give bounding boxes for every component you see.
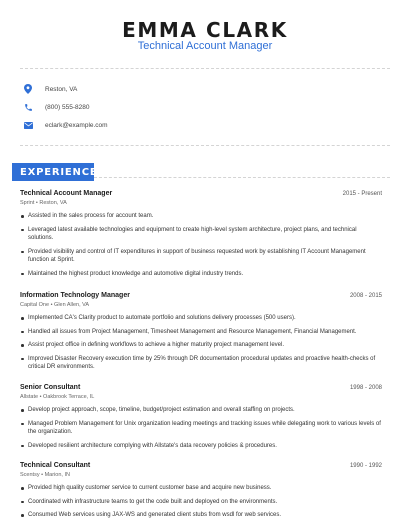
job-dates: 2015 - Present (342, 191, 382, 197)
header-divider (20, 68, 390, 69)
job-company-line (20, 302, 382, 308)
envelope-icon (23, 120, 33, 130)
job-bullet: Implemented CA's Clarity product to automate portfolio and solutions delivery processes (500 users). (20, 314, 382, 323)
job-location: Oakbrook Terrace, IL (43, 394, 95, 400)
job-entry (20, 462, 382, 520)
job-separator: • (41, 472, 44, 478)
job-bullets (20, 212, 382, 278)
job-separator: • (50, 302, 53, 308)
job-company: Allstate (20, 394, 39, 400)
job-position: Technical Account Manager (20, 190, 113, 197)
job-position: Information Technology Manager (20, 292, 130, 299)
job-bullet: Developed resilient architecture complying with Allstate's data recovery policies & procedures. (20, 442, 382, 451)
job-bullet: Leveraged latest available technologies and equipment to create high-level system architecture, project plans, and technical solutions. (20, 226, 382, 243)
job-bullets (20, 484, 382, 520)
candidate-name: EMMA CLARK (122, 18, 288, 42)
job-dates: 1998 - 2008 (349, 385, 382, 391)
job-company: Scentsy (20, 472, 40, 478)
job-location: Glen Allen, VA (54, 302, 90, 308)
contact-phone (20, 100, 89, 114)
job-bullet: Improved Disaster Recovery execution time by 25% through DR documentation procedural updates and proactive health-checks of critical DR environments. (20, 355, 382, 372)
job-entry (20, 292, 382, 372)
job-bullet: Managed Problem Management for Unix organization leading meetings and tracking issues while delegating work to various levels of the organization. (20, 420, 382, 437)
job-header (20, 462, 382, 469)
job-location: Reston, VA (39, 200, 67, 206)
job-bullet: Provided visibility and control of IT expenditures in support of business requested work by establishing IT Account Management function at Sprint. (20, 248, 382, 265)
job-bullet: Handled all issues from Project Management, Timesheet Management and Resource Management, Financial Management. (20, 328, 382, 337)
job-bullet: Coordinated with infrastructure teams to get the code built and deployed on the environments. (20, 498, 382, 507)
experience-heading: EXPERIENCE (12, 163, 94, 181)
job-company-line (20, 394, 382, 400)
job-bullet: Provided high quality customer service to current customer base and acquire new business. (20, 484, 382, 493)
location-pin-icon (23, 84, 33, 94)
job-dates: 2008 - 2015 (349, 293, 382, 299)
contact-divider (20, 145, 390, 146)
experience-rule (94, 177, 390, 178)
contact-phone-text: (800) 555-8280 (45, 103, 90, 111)
job-bullet: Develop project approach, scope, timeline, budget/project estimation and overall staffing on projects. (20, 406, 382, 415)
job-header (20, 384, 382, 391)
job-position: Technical Consultant (20, 462, 91, 469)
job-bullets (20, 406, 382, 450)
job-company-line (20, 472, 382, 478)
job-bullet: Assist project office in defining workflows to achieve a higher maturity project management level. (20, 341, 382, 350)
job-entry (20, 190, 382, 278)
job-position: Senior Consultant (20, 384, 81, 391)
job-bullets (20, 314, 382, 372)
job-bullet: Assisted in the sales process for account team. (20, 212, 382, 221)
job-header (20, 190, 382, 197)
job-bullet: Maintained the highest product knowledge and automotive digital industry trends. (20, 270, 382, 279)
job-dates: 1990 - 1992 (349, 463, 382, 469)
job-bullet: Consumed Web services using JAX-WS and generated client stubs from wsdl for web services. (20, 511, 382, 520)
job-header (20, 292, 382, 299)
job-location: Marion, IN (44, 472, 70, 478)
candidate-title: Technical Account Manager (137, 40, 273, 52)
job-company: Capital One (20, 302, 50, 308)
contact-location (20, 82, 77, 96)
job-company-line (20, 200, 382, 206)
job-separator: • (35, 200, 38, 206)
job-entry (20, 384, 382, 450)
job-company: Sprint (20, 200, 35, 206)
phone-icon (23, 102, 33, 112)
contact-email (20, 118, 108, 132)
job-separator: • (39, 394, 42, 400)
contact-email-text: eclark@example.com (45, 121, 108, 129)
contact-location-text: Reston, VA (45, 85, 78, 93)
